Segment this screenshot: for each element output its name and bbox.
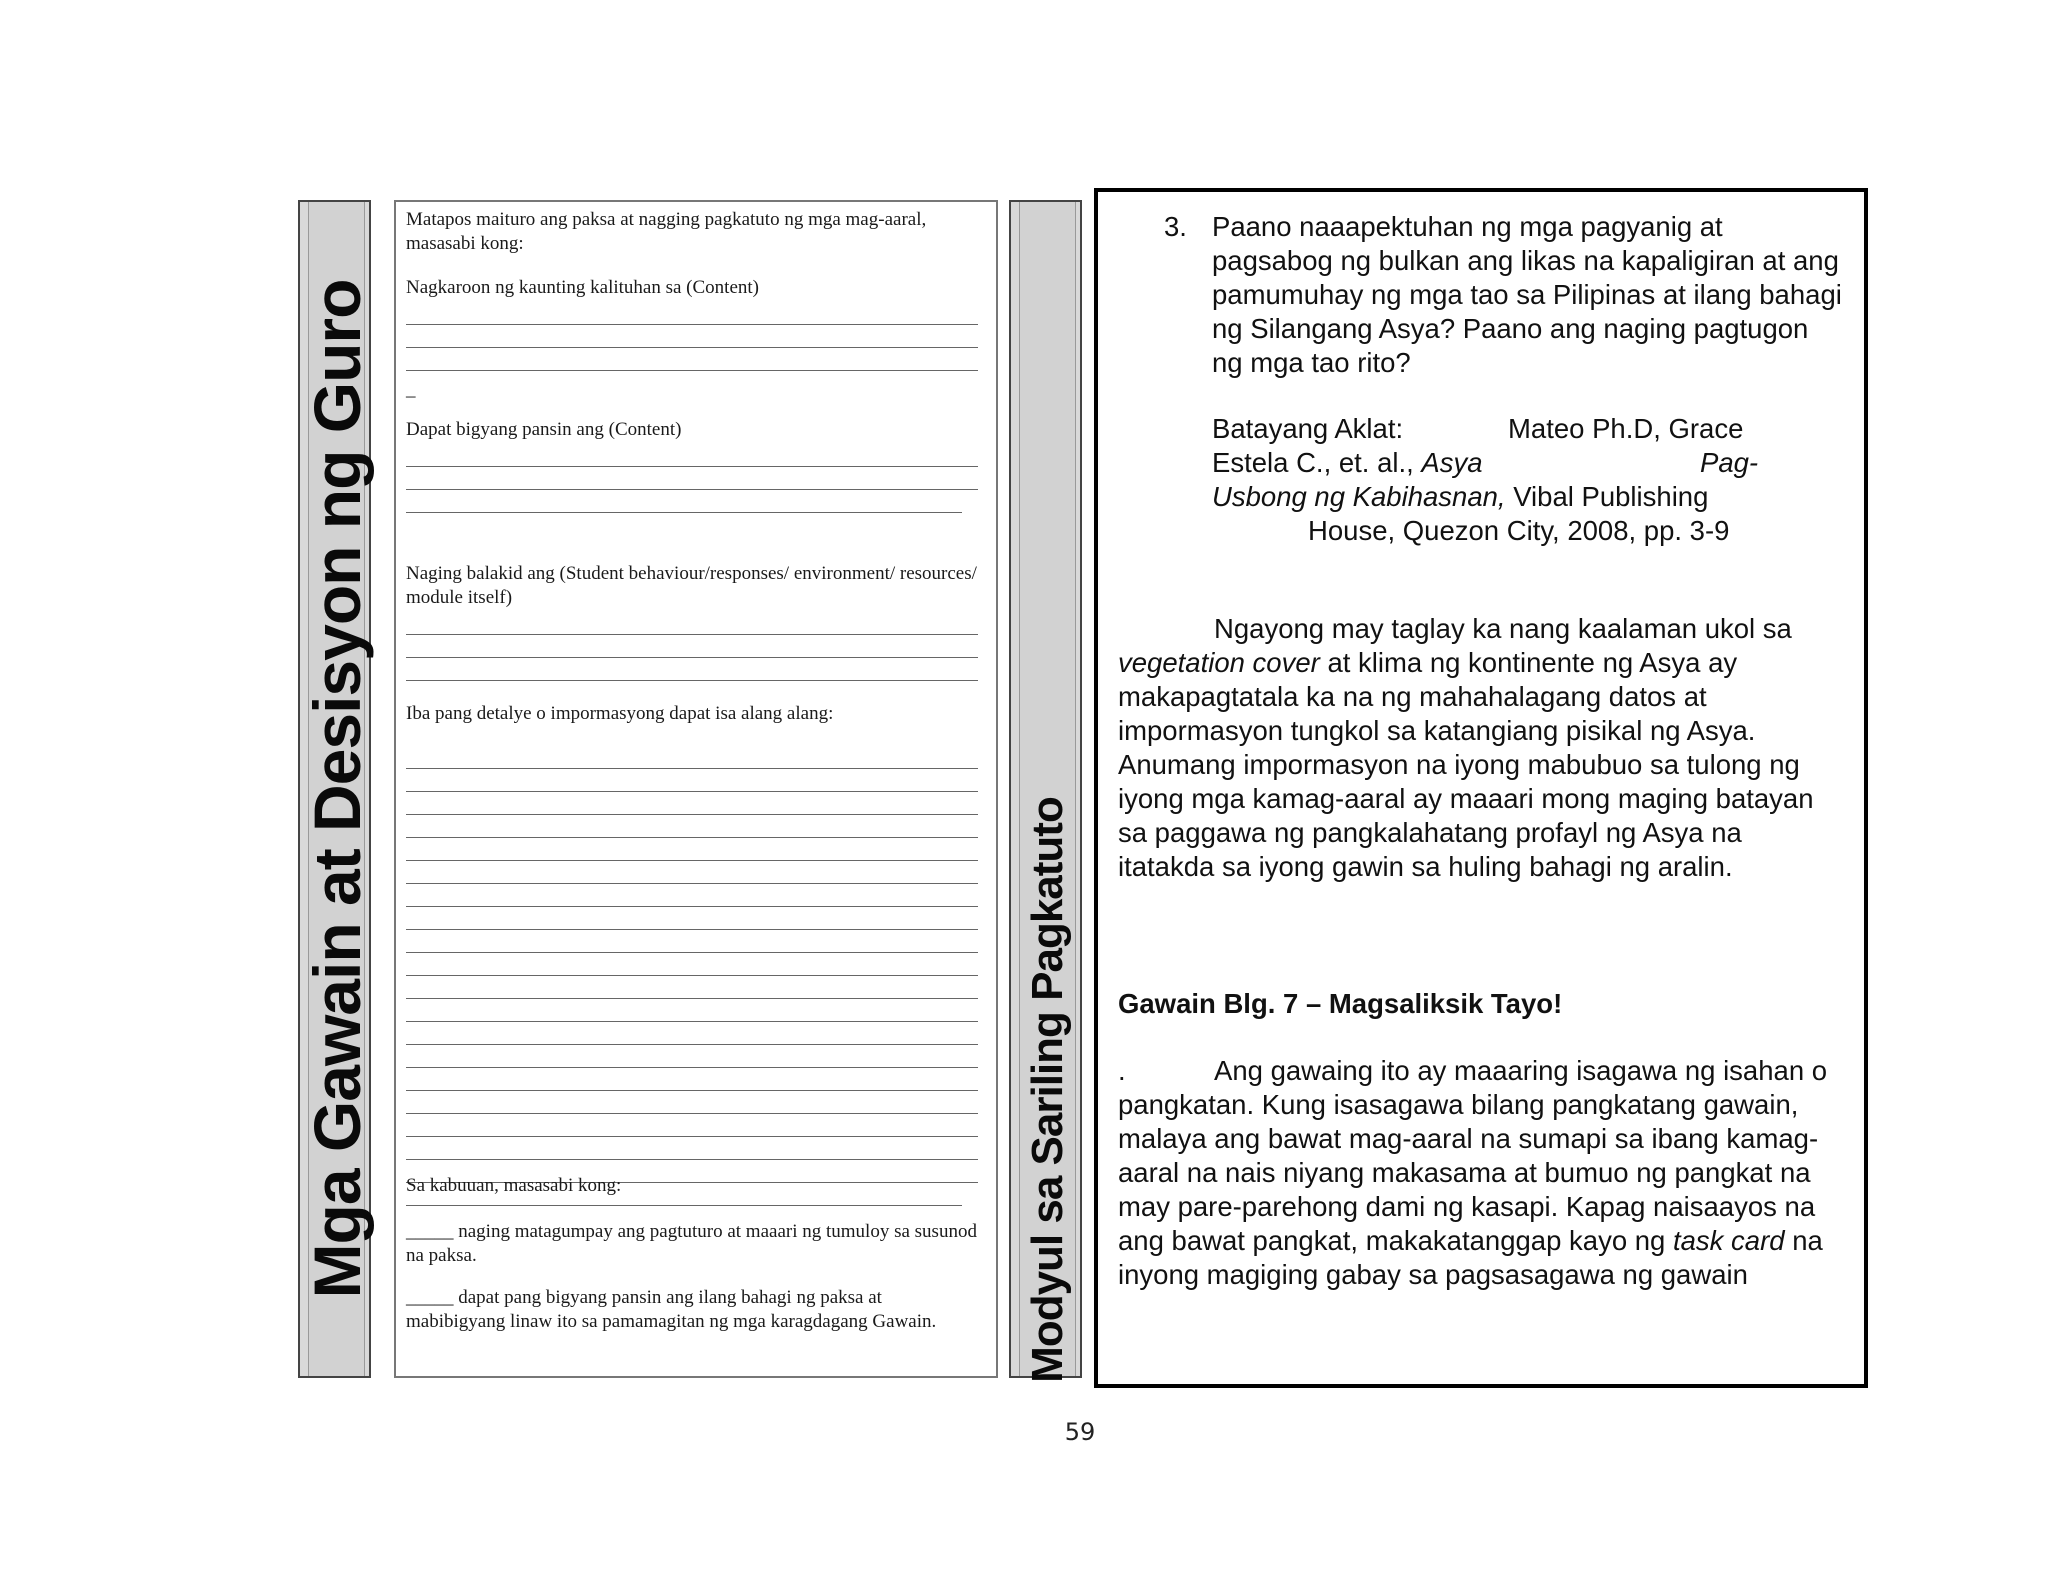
paragraph-activity-italic: task card xyxy=(1672,1225,1785,1256)
form-line xyxy=(406,347,978,348)
middle-vertical-banner xyxy=(1009,200,1082,1383)
form-line xyxy=(406,906,978,907)
form-line xyxy=(406,512,962,513)
form-line xyxy=(406,324,978,325)
module-text-panel xyxy=(1094,188,1868,1388)
activity-heading: Gawain Blg. 7 – Magsaliksik Tayo! xyxy=(1118,988,1563,1019)
form-line xyxy=(406,814,978,815)
form-option-needs-attention: _____ dapat pang bigyang pansin ang ilang bahagi ng paksa at mabibigyang linaw ito sa pamamagitan ng mga karagdagang Gawain. xyxy=(406,1287,937,1332)
form-section-obstacles: Naging balakid ang (Student behaviour/responses/ environment/ resources/ module itself) xyxy=(406,563,977,608)
form-intro: Matapos maituro ang paksa at nagging pagkatuto ng mga mag-aaral, masasabi kong: xyxy=(406,209,927,254)
form-line xyxy=(406,489,978,490)
reference-authors: Mateo Ph.D, Grace xyxy=(1508,413,1744,444)
middle-banner-strip xyxy=(1019,202,1076,1383)
paragraph-activity-end: na inyong magiging gabay sa pagsasagawa ng gawain xyxy=(1118,1225,1823,1290)
form-line xyxy=(406,1067,978,1068)
form-line xyxy=(406,370,978,371)
form-line xyxy=(406,929,978,930)
form-summary: Sa kabuuan, masasabi kong: xyxy=(406,1175,622,1196)
left-banner-title: Mga Gawain at Desisyon ng Guro xyxy=(299,279,374,1299)
question-text: Paano naaapektuhan ng mga pagyanig at pagsabog ng bulkan ang likas na kapaligiran at ang pamumuhay ng mga tao sa Pilipinas at ilang bahagi ng Silangang Asya? Paano ang naging pagtugon ng mga tao rito? xyxy=(1212,211,1842,378)
paragraph-vegetation xyxy=(1118,612,1844,884)
form-line xyxy=(406,1044,978,1045)
left-banner-strip xyxy=(299,202,374,1376)
form-line xyxy=(406,1159,978,1160)
form-option-successful: _____ naging matagumpay ang pagtuturo at maaari ng tumuloy sa susunod na paksa. xyxy=(406,1221,977,1266)
reference-authors-cont: Estela C., et. al., xyxy=(1212,447,1414,478)
reference-publisher-cont: House, Quezon City, 2008, pp. 3-9 xyxy=(1308,515,1730,546)
reference-publisher: Vibal Publishing xyxy=(1513,481,1709,512)
form-line xyxy=(406,680,978,681)
form-line xyxy=(406,975,978,976)
paragraph-vegetation-start: Ngayong may taglay ka nang kaalaman ukol sa xyxy=(1214,613,1792,644)
form-line xyxy=(406,1090,978,1091)
form-line xyxy=(406,634,978,635)
form-line xyxy=(406,791,978,792)
reference-book-title: Asya xyxy=(1421,447,1483,478)
form-line xyxy=(406,998,978,999)
paragraph-activity-start: Ang gawaing ito ay maaaring isagawa ng isahan o pangkatan. Kung isasagawa bilang pangkatang gawain, malaya ang bawat mag-aaral na sumapi sa ibang kamag-aaral na nais niyang makasama at bumuo ng pangkat na may pare-parehong dami ng kasapi. Kapag naisaayos na ang bawat pangkat, makakatanggap kayo ng xyxy=(1118,1055,1828,1256)
page-number: 59 xyxy=(1064,1418,1096,1446)
reference-book-subtitle: Usbong ng Kabihasnan, xyxy=(1212,481,1506,512)
form-line xyxy=(406,1205,962,1206)
paragraph-activity xyxy=(1118,1054,1844,1292)
form-section-other-details: Iba pang detalye o impormasyong dapat isa alang alang: xyxy=(406,703,834,724)
form-dash: _ xyxy=(406,379,416,400)
form-line xyxy=(406,657,978,658)
paragraph-activity-dot: . xyxy=(1118,1055,1126,1086)
form-section-confusion: Nagkaroon ng kaunting kalituhan sa (Content) xyxy=(406,277,760,298)
teacher-reflection-form xyxy=(394,200,998,1378)
form-line xyxy=(406,768,978,769)
form-line xyxy=(406,883,978,884)
form-line xyxy=(406,860,978,861)
form-line xyxy=(406,1113,978,1114)
form-line xyxy=(406,952,978,953)
paragraph-vegetation-italic: vegetation cover xyxy=(1118,647,1320,678)
form-line xyxy=(406,1136,978,1137)
form-line xyxy=(406,837,978,838)
question-number: 3. xyxy=(1164,211,1187,242)
left-vertical-banner xyxy=(298,200,374,1378)
reference-book-title-cont: Pag- xyxy=(1700,447,1759,478)
middle-banner-title: Modyul sa Sariling Pagkatuto xyxy=(1022,797,1072,1383)
reference-block xyxy=(1212,412,1852,548)
reference-label: Batayang Aklat: xyxy=(1212,413,1404,444)
form-line xyxy=(406,466,978,467)
form-section-attention: Dapat bigyang pansin ang (Content) xyxy=(406,419,682,440)
form-line xyxy=(406,1021,978,1022)
paragraph-vegetation-rest: at klima ng kontinente ng Asya ay makapagtatala ka na ng mahahalagang datos at impormasyon tungkol sa katangiang pisikal ng Asya. Anumang impormasyon na iyong mabubuo sa tulong ng iyong mga kamag-aaral ay maaari mong maging batayan sa paggawa ng pangkalahatang profayl ng Asya na itatakda sa iyong gawin sa huling bahagi ng aralin. xyxy=(1118,647,1814,882)
